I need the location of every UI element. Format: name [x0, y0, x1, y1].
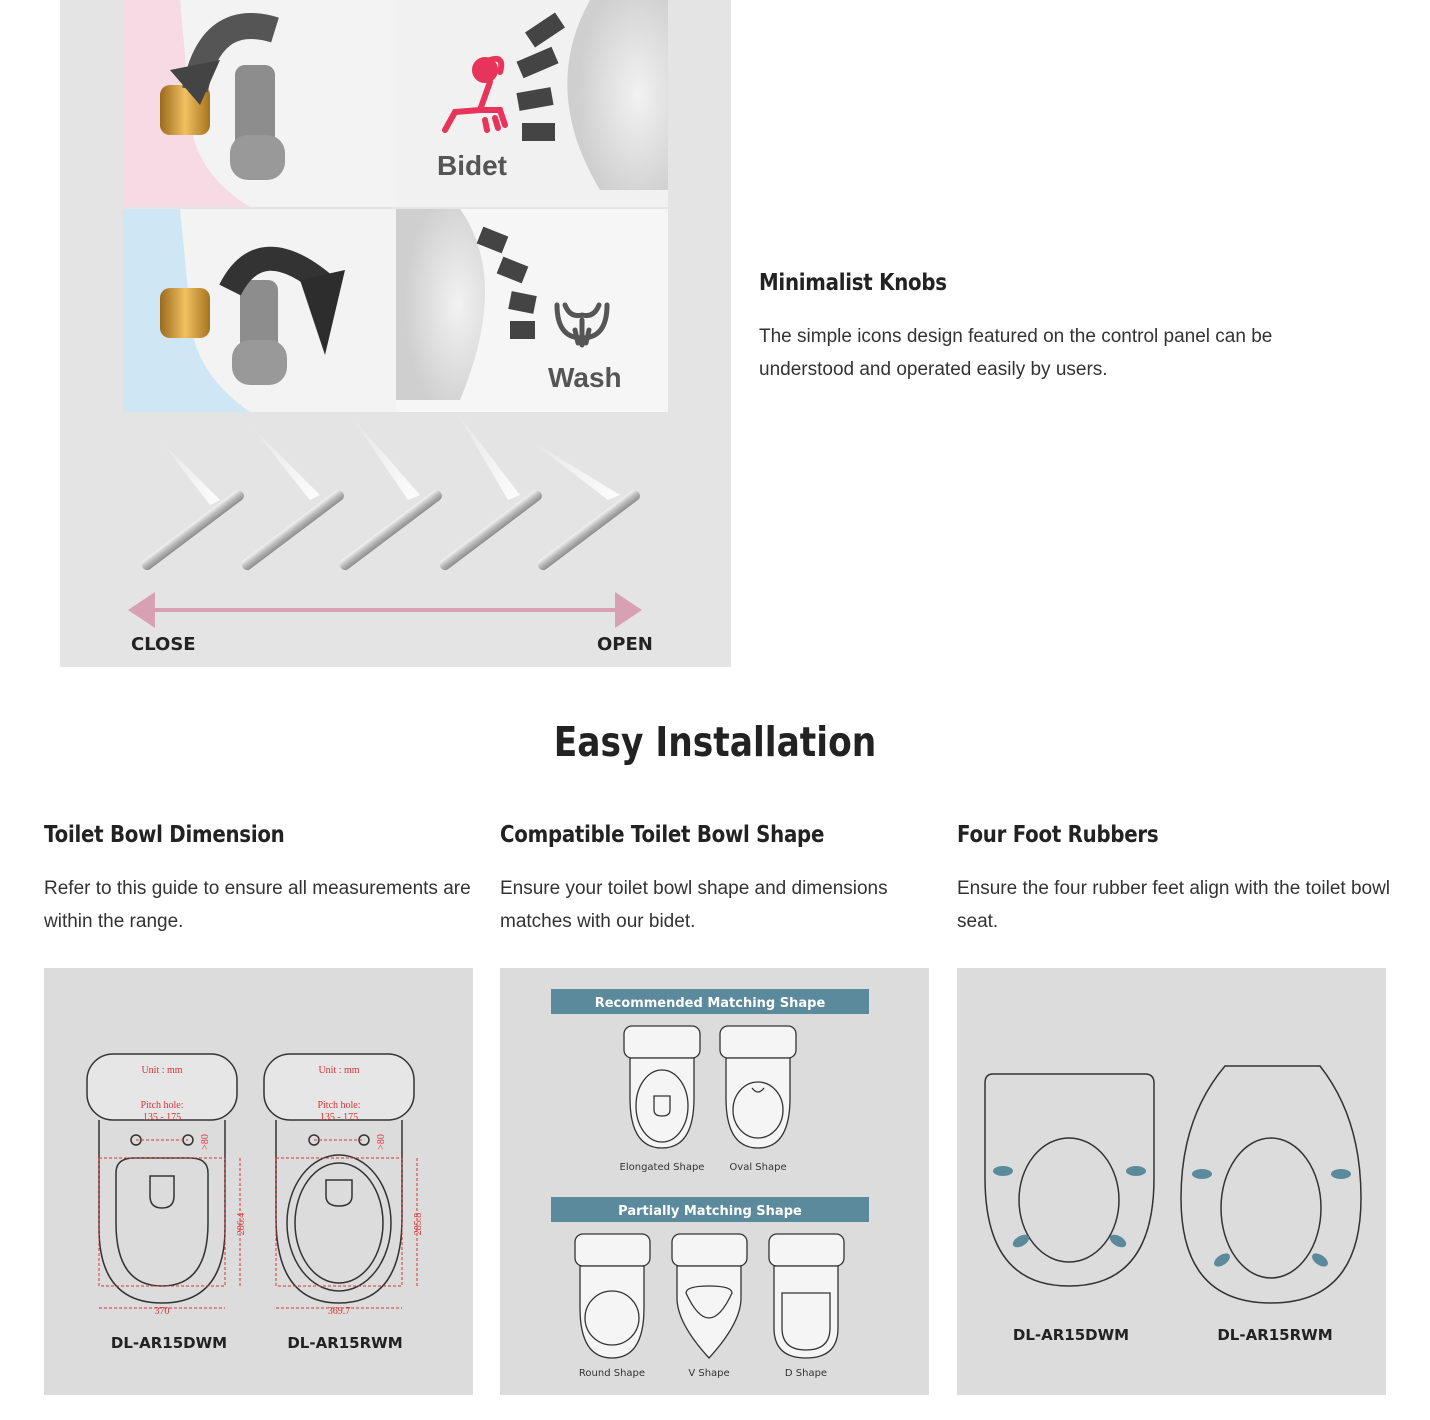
width-value: 370: [154, 1306, 170, 1317]
open-label: OPEN: [597, 634, 653, 655]
d-shape-icon: [769, 1234, 844, 1358]
column-dimension: [44, 822, 484, 938]
toilet-d-diagram: [87, 1054, 237, 1303]
unit-label: Unit : mm: [141, 1065, 183, 1076]
brass-fitting-icon: [160, 288, 210, 338]
knob-product-image: [60, 0, 731, 667]
column-shape: [500, 822, 940, 938]
shape-diagram: [500, 968, 929, 1395]
v-shape-icon: [672, 1234, 747, 1358]
model-name: DL-AR15RWM: [287, 1334, 403, 1352]
arrow-right-icon: [615, 592, 642, 628]
model-name: DL-AR15RWM: [1217, 1326, 1333, 1344]
seat-r-diagram: [1181, 1066, 1361, 1303]
rubber-feet-d: [993, 1166, 1146, 1250]
height-value: 286.4: [236, 1212, 247, 1236]
oval-shape-icon: [720, 1026, 796, 1148]
pitch-label: Pitch hole:: [140, 1100, 184, 1111]
close-label: CLOSE: [131, 634, 196, 655]
pitch-range: 135 - 175: [142, 1112, 182, 1123]
bidet-label: Bidet: [437, 150, 507, 181]
svg-text:Recommended Matching Shape: Recommended Matching Shape: [594, 996, 826, 1011]
offset-value: >80: [376, 1134, 387, 1150]
pitch-range: 135 - 175: [319, 1112, 359, 1123]
installation-section-title: [0, 718, 1430, 766]
rubbers-diagram: [957, 968, 1386, 1395]
rubber-feet-r: [1192, 1169, 1351, 1269]
svg-text:D Shape: D Shape: [784, 1368, 828, 1379]
column-rubbers: [957, 822, 1397, 938]
toilet-r-diagram: [264, 1054, 414, 1303]
installation-title: Easy Installation: [553, 718, 877, 766]
dimension-diagram: [44, 968, 473, 1395]
column-title: Toilet Bowl Dimension: [44, 822, 285, 848]
svg-text:V Shape: V Shape: [688, 1368, 730, 1379]
knobs-title: Minimalist Knobs: [759, 270, 947, 296]
svg-text:Elongated Shape: Elongated Shape: [619, 1162, 705, 1173]
knobs-description: The simple icons design featured on the control panel can be understood and operated easily by users.: [759, 326, 1273, 380]
model-name: DL-AR15DWM: [110, 1334, 228, 1352]
column-description: Refer to this guide to ensure all measurements are within the range.: [44, 878, 471, 932]
pitch-label: Pitch hole:: [317, 1100, 361, 1111]
svg-text:Oval Shape: Oval Shape: [729, 1162, 787, 1173]
width-value: 369.7: [327, 1306, 351, 1317]
svg-text:Round Shape: Round Shape: [578, 1368, 646, 1379]
height-value: 285.8: [413, 1212, 424, 1236]
column-description: Ensure the four rubber feet align with the toilet bowl seat.: [957, 878, 1391, 932]
seat-d-diagram: [985, 1074, 1154, 1286]
round-shape-icon: [575, 1234, 650, 1358]
column-title: Four Foot Rubbers: [957, 822, 1159, 848]
pressure-rods: [139, 410, 641, 572]
knobs-feature: [759, 270, 1359, 386]
arrow-left-icon: [128, 592, 155, 628]
model-name: DL-AR15DWM: [1012, 1326, 1130, 1344]
wash-label: Wash: [548, 362, 622, 393]
unit-label: Unit : mm: [318, 1065, 360, 1076]
column-title: Compatible Toilet Bowl Shape: [500, 822, 825, 848]
svg-text:Partially Matching Shape: Partially Matching Shape: [618, 1204, 802, 1219]
elongated-shape-icon: [624, 1026, 700, 1148]
column-description: Ensure your toilet bowl shape and dimensions matches with our bidet.: [500, 878, 888, 932]
offset-value: >80: [200, 1134, 211, 1150]
